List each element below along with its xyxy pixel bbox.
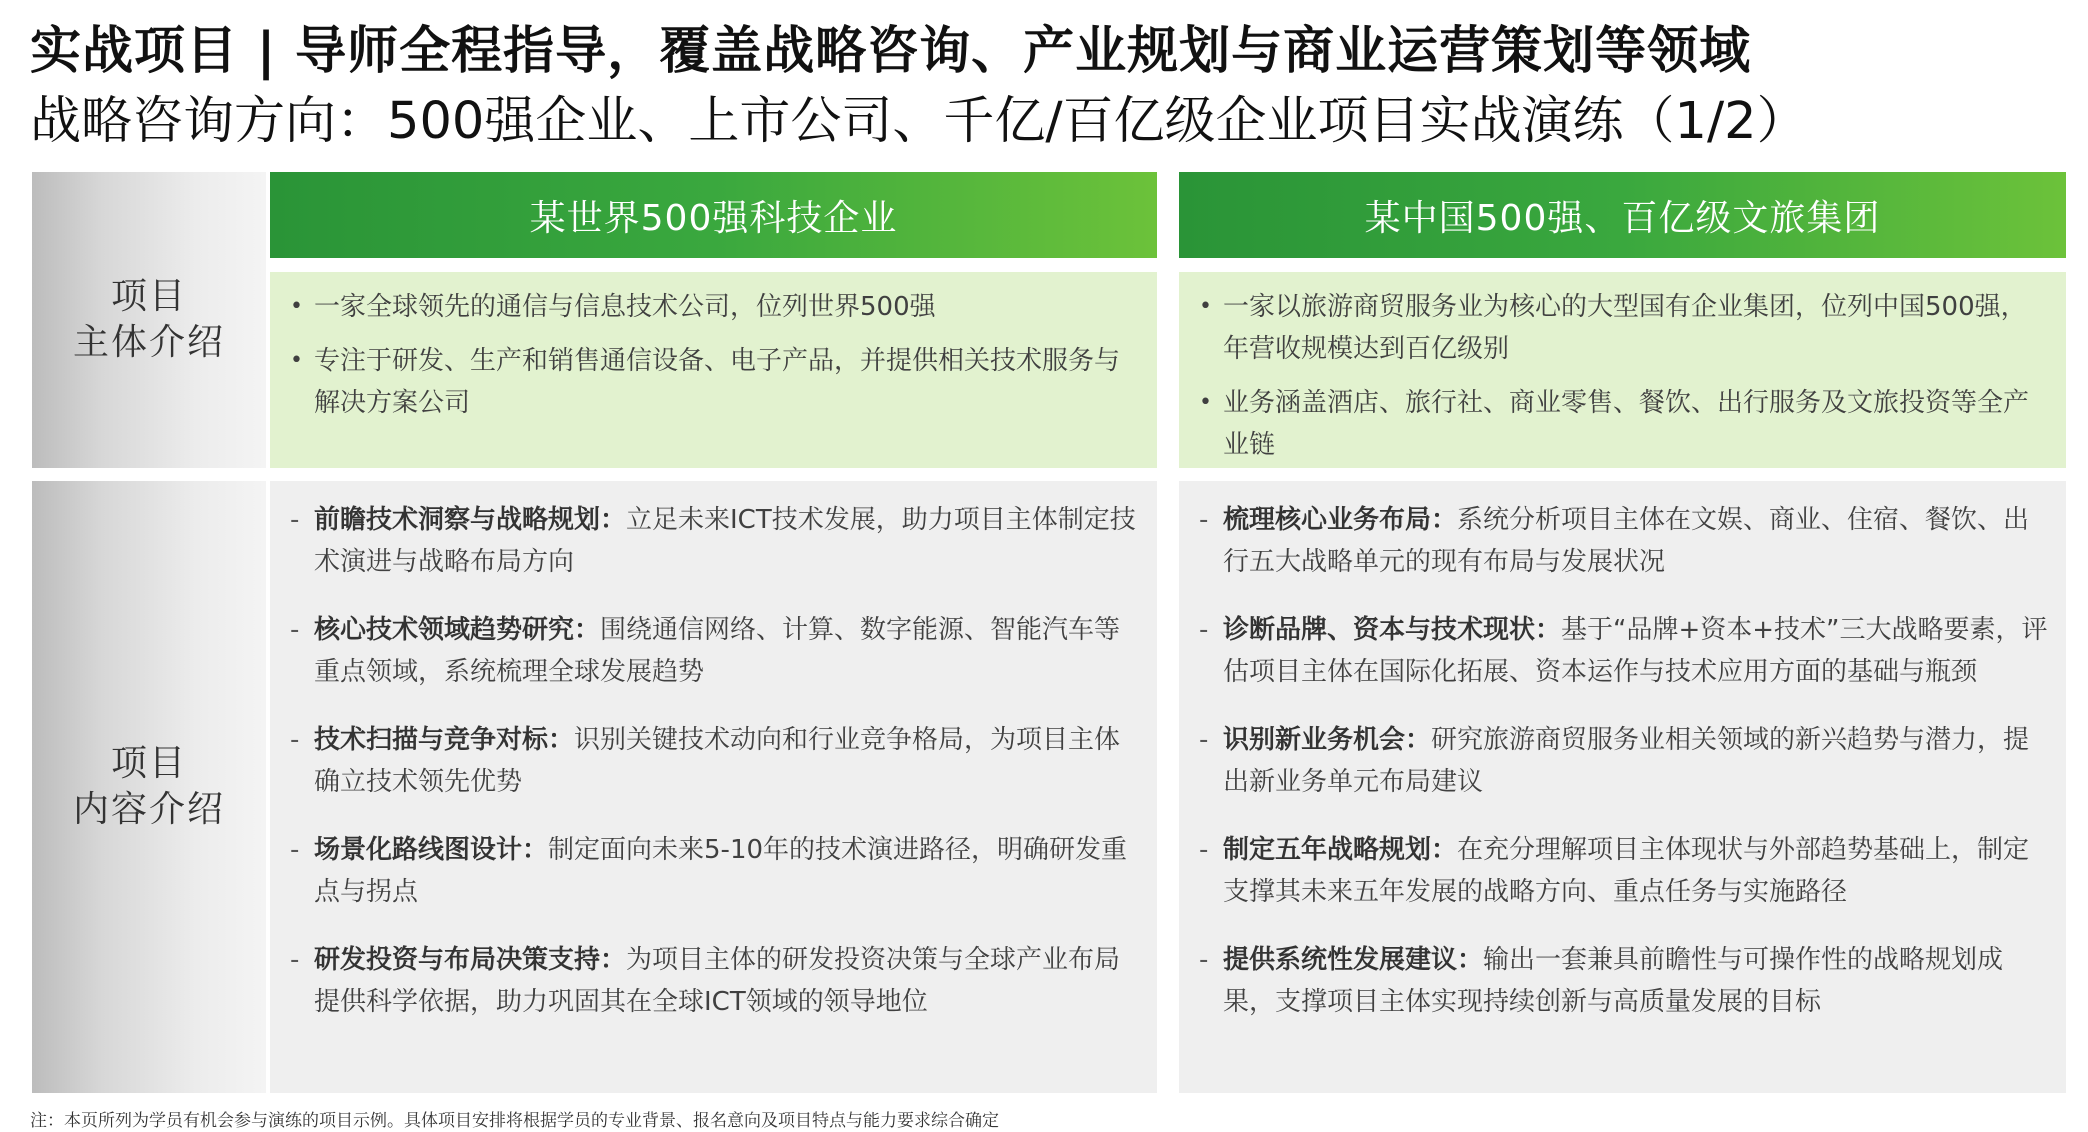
dash-mark: - <box>290 615 300 645</box>
intro-bullet-text: 一家全球领先的通信与信息技术公司，位列世界500强 <box>314 292 936 322</box>
intro-bullet-text: 业务涵盖酒店、旅行社、商业零售、餐饮、出行服务及文旅投资等全产业链 <box>1223 388 2030 460</box>
content-item-heading: 前瞻技术洞察与战略规划： <box>314 505 627 535</box>
bullet-mark: • <box>1199 390 1212 415</box>
intro-box-tech-company <box>270 272 1157 468</box>
content-item <box>284 939 1143 1023</box>
intro-bullet <box>1193 382 2052 466</box>
content-item-text: 围绕通信网络、计算、数字能源、智能汽车等重点领域，系统梳理全球发展趋势 <box>314 615 1121 687</box>
dash-mark: - <box>290 725 300 755</box>
row-label-content <box>32 481 266 1093</box>
content-item <box>1193 609 2052 693</box>
intro-bullet <box>284 286 1143 328</box>
content-item-text: 制定面向未来5-10年的技术演进路径，明确研发重点与拐点 <box>314 835 1128 907</box>
content-item <box>284 609 1143 693</box>
dash-mark: - <box>1199 835 1209 865</box>
content-item <box>1193 939 2052 1023</box>
content-item <box>1193 829 2052 913</box>
content-item-heading: 制定五年战略规划： <box>1223 835 1458 865</box>
dash-mark: - <box>290 505 300 535</box>
content-item <box>1193 719 2052 803</box>
intro-bullet <box>1193 286 2052 370</box>
content-item-heading: 诊断品牌、资本与技术现状： <box>1223 615 1562 645</box>
content-box-tourism-group <box>1179 481 2066 1093</box>
intro-bullet <box>284 340 1143 424</box>
dash-mark: - <box>1199 505 1209 535</box>
footnote: 注：本页所列为学员有机会参与演练的项目示例。具体项目安排将根据学员的专业背景、报名意向及项目特点与能力要求综合确定 <box>30 1111 999 1131</box>
content-item-text: 系统分析项目主体在文娱、商业、住宿、餐饮、出行五大战略单元的现有布局与发展状况 <box>1223 505 2030 577</box>
row-label-intro-line2: 主体介绍 <box>72 322 225 363</box>
content-item <box>1193 499 2052 583</box>
content-item-heading: 场景化路线图设计： <box>314 835 549 865</box>
content-item-heading: 研发投资与布局决策支持： <box>314 945 627 975</box>
page-title: 实战项目 | 导师全程指导，覆盖战略咨询、产业规划与商业运营策划等领域 <box>30 22 1752 81</box>
content-item-text: 在充分理解项目主体现状与外部趋势基础上，制定支撑其未来五年发展的战略方向、重点任务与实施路径 <box>1223 835 2030 907</box>
intro-bullet-text: 专注于研发、生产和销售通信设备、电子产品，并提供相关技术服务与解决方案公司 <box>314 346 1121 418</box>
content-item-text: 基于“品牌+资本+技术”三大战略要素，评估项目主体在国际化拓展、资本运作与技术应用方面的基础与瓶颈 <box>1223 615 2048 687</box>
content-item-heading: 核心技术领域趋势研究： <box>314 615 601 645</box>
dash-mark: - <box>290 945 300 975</box>
content-box-tech-company <box>270 481 1157 1093</box>
dash-mark: - <box>1199 725 1209 755</box>
intro-bullet-text: 一家以旅游商贸服务业为核心的大型国有企业集团，位列中国500强，年营收规模达到百亿级别 <box>1223 292 2027 364</box>
column-header-tourism-group: 某中国500强、百亿级文旅集团 <box>1179 172 2066 258</box>
content-item-text: 研究旅游商贸服务业相关领域的新兴趋势与潜力，提出新业务单元布局建议 <box>1223 725 2030 797</box>
dash-mark: - <box>290 835 300 865</box>
content-item-heading: 识别新业务机会： <box>1223 725 1432 755</box>
content-item-heading: 技术扫描与竞争对标： <box>314 725 575 755</box>
dash-mark: - <box>1199 615 1209 645</box>
content-item-text: 立足未来ICT技术发展，助力项目主体制定技术演进与战略布局方向 <box>314 505 1136 577</box>
dash-mark: - <box>1199 945 1209 975</box>
intro-box-tourism-group <box>1179 272 2066 468</box>
bullet-mark: • <box>1199 294 1212 319</box>
row-label-content-line1: 项目 <box>110 743 187 784</box>
content-item <box>284 719 1143 803</box>
column-header-tech-company: 某世界500强科技企业 <box>270 172 1157 258</box>
content-item-heading: 提供系统性发展建议： <box>1223 945 1484 975</box>
content-item-text: 为项目主体的研发投资决策与全球产业布局提供科学依据，助力巩固其在全球ICT领域的领导地位 <box>314 945 1121 1017</box>
content-item-heading: 梳理核心业务布局： <box>1223 505 1458 535</box>
row-label-intro <box>32 172 266 468</box>
page-subtitle: 战略咨询方向：500强企业、上市公司、千亿/百亿级企业项目实战演练（1/2） <box>30 92 1808 151</box>
content-item <box>284 829 1143 913</box>
content-item-text: 识别关键技术动向和行业竞争格局，为项目主体确立技术领先优势 <box>314 725 1121 797</box>
content-item <box>284 499 1143 583</box>
content-item-text: 输出一套兼具前瞻性与可操作性的战略规划成果，支撑项目主体实现持续创新与高质量发展的目标 <box>1223 945 2004 1017</box>
bullet-mark: • <box>290 294 303 319</box>
row-label-intro-line1: 项目 <box>110 276 187 317</box>
bullet-mark: • <box>290 348 303 373</box>
row-label-content-line2: 内容介绍 <box>72 789 225 830</box>
